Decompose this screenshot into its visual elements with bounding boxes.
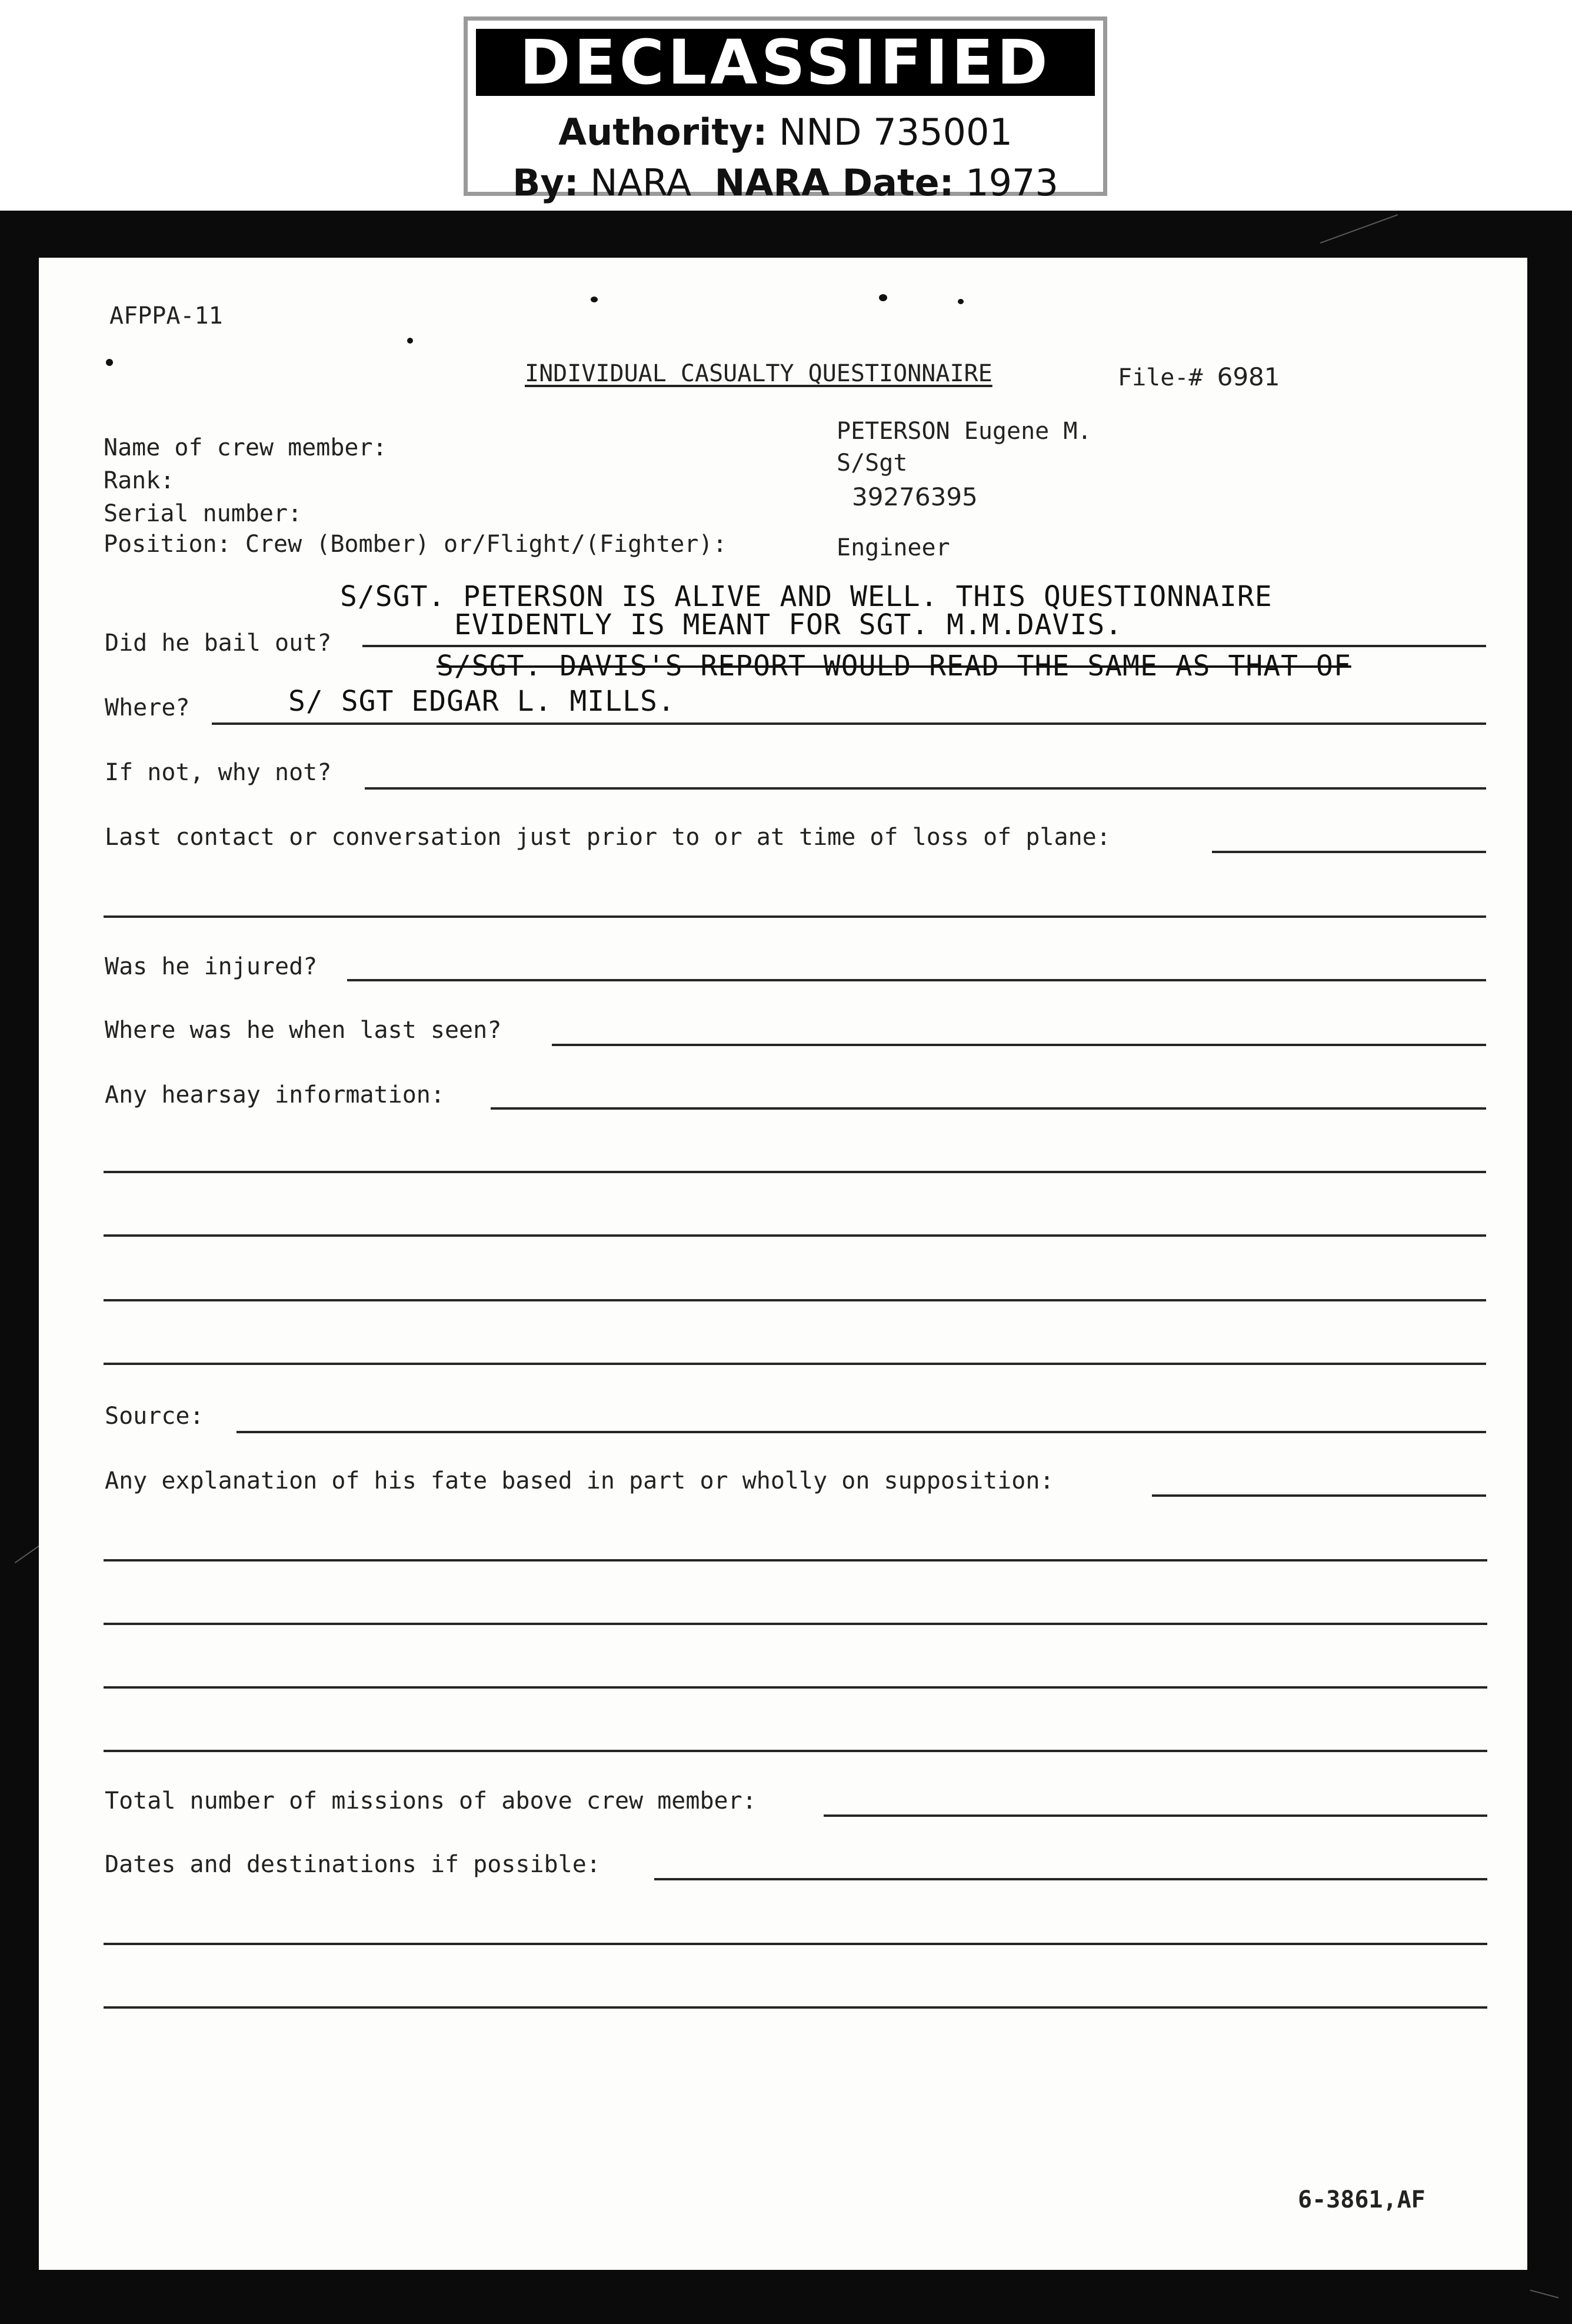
stamp-date-label: NARA Date: <box>714 161 954 204</box>
answer-line-last-contact <box>1212 851 1486 853</box>
stamp-by-value: NARA <box>590 161 692 204</box>
answer-line-explanation <box>1152 1494 1486 1497</box>
answer-line-where <box>212 722 1486 725</box>
paper-speck <box>106 359 113 366</box>
hearsay-label: Any hearsay information: <box>105 1081 445 1108</box>
form-footer-code: 6-3861,AF <box>1298 2186 1426 2213</box>
if-not-label: If not, why not? <box>105 759 332 786</box>
border-scratch <box>1530 2290 1559 2299</box>
answer-line-hearsay-5 <box>104 1363 1486 1365</box>
typed-note-line-3-struck: S/SGT. DAVIS'S REPORT WOULD READ THE SAME AS THAT OF <box>437 650 1351 682</box>
answer-line-last-seen <box>552 1044 1486 1046</box>
stamp-by-line <box>468 159 1103 207</box>
stamp-authority-value: NND 735001 <box>779 111 1013 154</box>
questionnaire-page <box>39 258 1527 2270</box>
typed-note-line-1: S/SGT. PETERSON IS ALIVE AND WELL. THIS QUESTIONNAIRE <box>340 580 1273 613</box>
crew-member-serial: 39276395 <box>852 482 978 511</box>
last-contact-label: Last contact or conversation just prior to or at time of loss of plane: <box>105 824 1111 851</box>
paper-speck <box>879 294 887 301</box>
declassified-stamp <box>464 16 1107 204</box>
scanned-page-frame <box>0 211 1572 2324</box>
file-number: 6981 <box>1217 362 1280 391</box>
total-missions-label: Total number of missions of above crew member: <box>105 1787 757 1814</box>
injured-label: Was he injured? <box>105 953 318 980</box>
answer-line-dates <box>654 1878 1487 1880</box>
crew-member-rank: S/Sgt <box>837 450 908 477</box>
crew-member-name: PETERSON Eugene M. <box>837 418 1092 445</box>
position-label: Position: Crew (Bomber) or/Flight/(Fighter): <box>104 531 727 558</box>
answer-line-explanation-3 <box>104 1623 1487 1625</box>
paper-speck <box>958 299 964 304</box>
answer-line-explanation-2 <box>104 1559 1487 1561</box>
answer-line-bail-out <box>362 645 1486 647</box>
file-number-block <box>1118 362 1280 391</box>
rank-label: Rank: <box>104 467 175 494</box>
serial-label: Serial number: <box>104 500 302 527</box>
answer-line-if-not <box>365 787 1486 790</box>
bail-out-label: Did he bail out? <box>105 630 332 657</box>
crew-member-position: Engineer <box>837 534 950 561</box>
explanation-label: Any explanation of his fate based in part or wholly on supposition: <box>105 1467 1054 1494</box>
answer-line-hearsay-2 <box>104 1171 1486 1173</box>
paper-speck <box>591 297 598 302</box>
border-scratch <box>1320 214 1398 244</box>
stamp-by-label: By: <box>512 161 579 204</box>
stamp-authority-line <box>468 109 1103 156</box>
answer-line-hearsay-4 <box>104 1299 1486 1301</box>
last-seen-label: Where was he when last seen? <box>105 1017 502 1044</box>
dates-destinations-label: Dates and destinations if possible: <box>105 1851 601 1878</box>
name-label: Name of crew member: <box>104 434 387 461</box>
typed-note-line-2: EVIDENTLY IS MEANT FOR SGT. M.M.DAVIS. <box>454 608 1123 641</box>
answer-line-explanation-4 <box>104 1686 1487 1689</box>
stamp-title: DECLASSIFIED <box>476 29 1095 96</box>
typed-note-line-4: S/ SGT EDGAR L. MILLS. <box>288 685 675 718</box>
answer-line-total-missions <box>824 1814 1487 1817</box>
paper-speck <box>407 338 413 344</box>
file-label: File-# <box>1118 364 1203 391</box>
answer-line-hearsay <box>491 1107 1486 1110</box>
stamp-authority-label: Authority: <box>558 111 768 154</box>
answer-line-hearsay-3 <box>104 1234 1486 1237</box>
answer-line-source <box>237 1431 1486 1433</box>
answer-line-explanation-5 <box>104 1750 1487 1752</box>
answer-line-injured <box>347 979 1486 981</box>
stamp-date-value: 1973 <box>965 161 1058 204</box>
answer-line-dates-3 <box>104 2006 1487 2009</box>
form-number: AFPPA-11 <box>109 302 223 329</box>
answer-line-last-contact-2 <box>104 915 1486 918</box>
source-label: Source: <box>105 1403 204 1430</box>
where-label: Where? <box>105 694 190 721</box>
form-title: INDIVIDUAL CASUALTY QUESTIONNAIRE <box>525 360 993 387</box>
answer-line-dates-2 <box>104 1943 1487 1945</box>
